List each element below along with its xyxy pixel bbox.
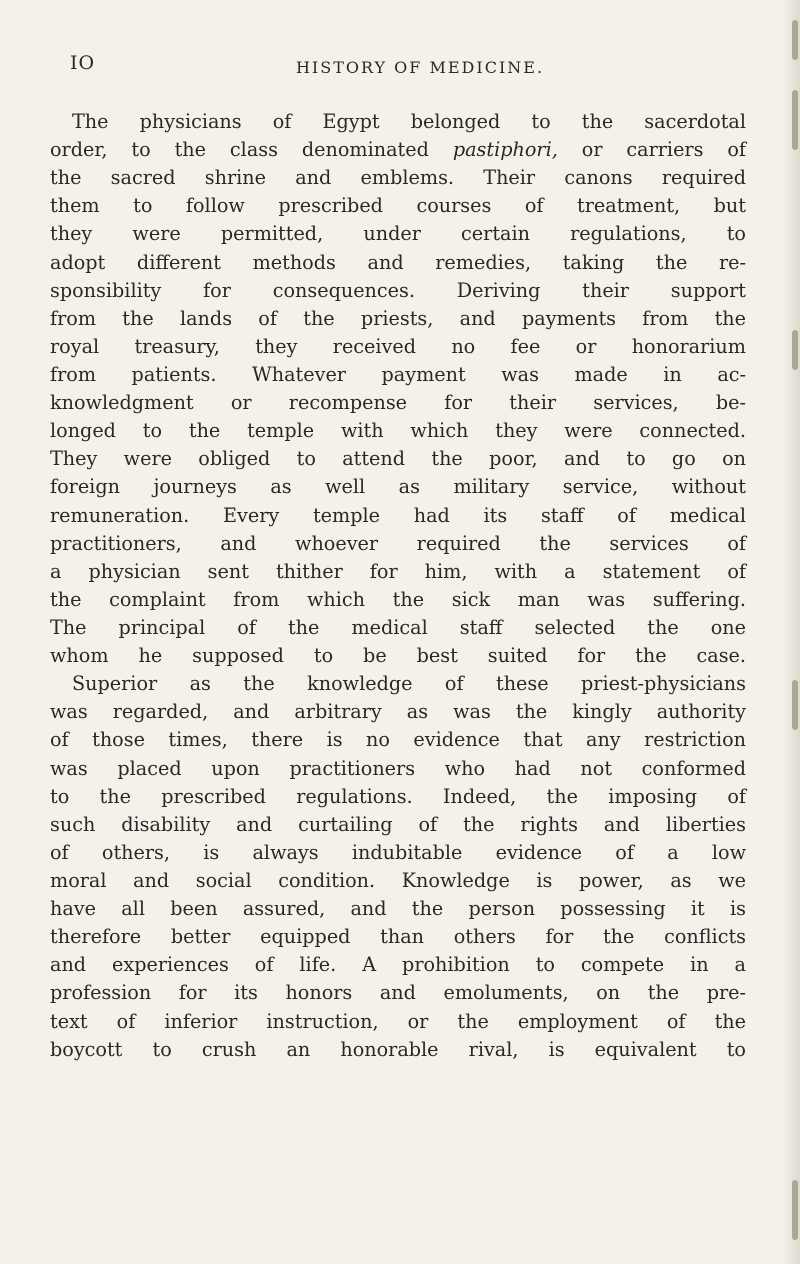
text-line: and experiences of life. A prohibition to compete in a <box>50 953 746 977</box>
text-line-part: order, to the class denominated <box>50 138 429 162</box>
body-paragraph <box>50 108 746 1064</box>
page-edge-mark <box>792 330 798 370</box>
text-line: to the prescribed regulations. Indeed, the imposing of <box>50 784 746 808</box>
text-line: longed to the temple with which they were connected. <box>50 419 746 443</box>
text-line: royal treasury, they received no fee or honorarium <box>50 334 746 358</box>
page-edge-mark <box>792 680 798 730</box>
text-line: adopt different methods and remedies, taking the re- <box>50 250 746 274</box>
text-line: from the lands of the priests, and payments from the <box>50 306 746 330</box>
text-line: them to follow prescribed courses of treatment, but <box>50 194 746 218</box>
text-line: boycott to crush an honorable rival, is equivalent to <box>50 1037 746 1061</box>
text-line: The physicians of Egypt belonged to the sacerdotal <box>72 110 746 133</box>
page-edge-mark <box>792 1180 798 1240</box>
text-line: practitioners, and whoever required the services of <box>50 531 746 555</box>
text-line: They were obliged to attend the poor, and to go on <box>50 447 746 471</box>
text-line: foreign journeys as well as military service, without <box>50 475 746 499</box>
italic-term: pastiphori, <box>452 138 558 162</box>
running-head: HISTORY OF MEDICINE. <box>295 58 545 77</box>
text-line: from patients. Whatever payment was made in ac- <box>50 362 746 386</box>
text-line: of others, is always indubitable evidence of a low <box>50 840 746 864</box>
text-line: therefore better equipped than others for the conflicts <box>50 925 746 949</box>
text-line: have all been assured, and the person possessing it is <box>50 897 746 921</box>
text-line: whom he supposed to be best suited for the case. <box>50 644 746 668</box>
text-line: of those times, there is no evidence that any restriction <box>50 728 746 752</box>
page-edge-mark <box>792 90 798 150</box>
text-line <box>50 136 746 164</box>
page-edge-mark <box>792 20 798 60</box>
text-line: moral and social condition. Knowledge is power, as we <box>50 868 746 892</box>
text-line: was placed upon practitioners who had not conformed <box>50 756 746 780</box>
page-edge-shadow <box>784 0 800 1264</box>
text-line: the complaint from which the sick man was suffering. <box>50 587 746 611</box>
text-line: remuneration. Every temple had its staff of medical <box>50 503 746 527</box>
text-line: such disability and curtailing of the rights and liberties <box>50 812 746 836</box>
text-line: the sacred shrine and emblems. Their canons required <box>50 166 746 190</box>
text-line: knowledgment or recompense for their services, be- <box>50 391 746 415</box>
text-line: Superior as the knowledge of these priest-physicians <box>72 672 746 696</box>
text-line: they were permitted, under certain regulations, to <box>50 222 746 246</box>
text-line-part: or carriers of <box>581 138 746 162</box>
text-line: sponsibility for consequences. Deriving their support <box>50 278 746 302</box>
text-line: The principal of the medical staff selected the one <box>50 615 746 639</box>
text-line: text of inferior instruction, or the employment of the <box>50 1009 746 1033</box>
text-line: profession for its honors and emoluments, on the pre- <box>50 981 746 1005</box>
text-line: was regarded, and arbitrary as was the kingly authority <box>50 700 746 724</box>
text-line: a physician sent thither for him, with a statement of <box>50 559 746 583</box>
page-number: IO <box>70 52 96 74</box>
